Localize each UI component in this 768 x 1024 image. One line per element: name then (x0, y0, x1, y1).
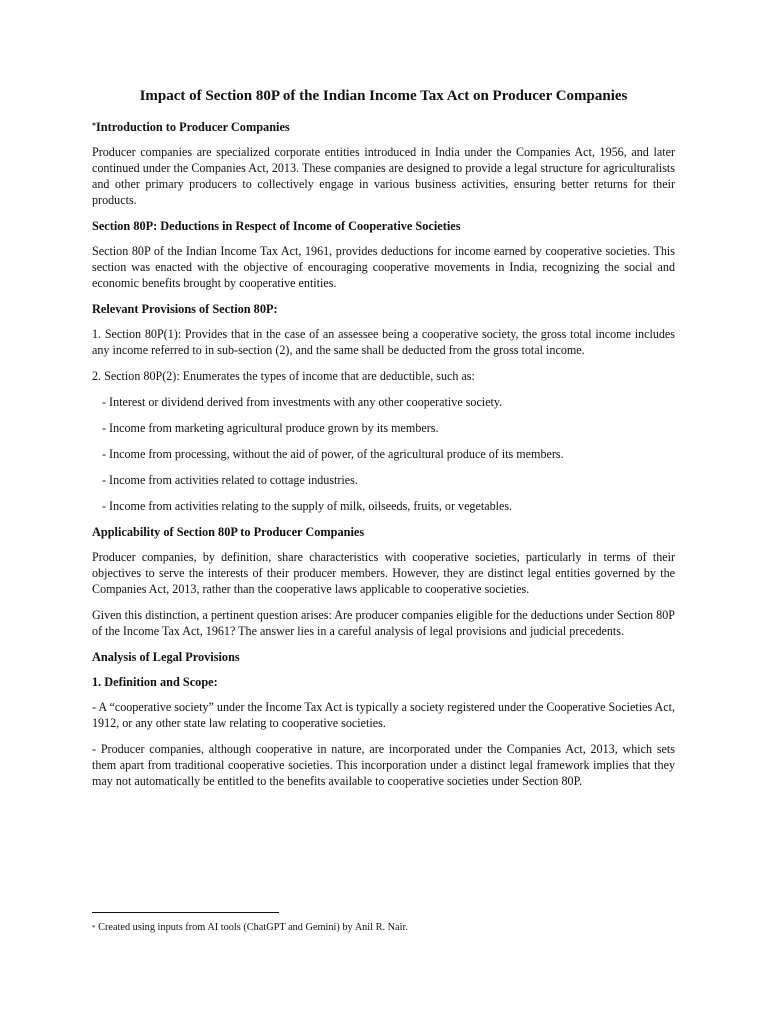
provisions-heading: Relevant Provisions of Section 80P: (92, 302, 278, 316)
footnote-text: Created using inputs from AI tools (ChatGPT and Gemini) by Anil R. Nair. (98, 922, 408, 933)
section80p-paragraph: Section 80P of the Indian Income Tax Act, 1961, provides deductions for income earned by cooperative societies. This section was enacted with the objective of encouraging cooperative movements in India, recognizing the social and economic benefits brought by cooperative entities. (92, 244, 675, 290)
footnote-marker: * (92, 121, 96, 130)
deductible-income-item: - Interest or dividend derived from investments with any other cooperative society. (102, 395, 503, 409)
footnote (92, 921, 408, 935)
intro-paragraph: Producer companies are specialized corporate entities introduced in India under the Companies Act, 1956, and later continued under the Companies Act, 2013. These companies are designed to provide a legal structure for agriculturalists and other primary producers to collectively engage in various business activities, ensuring better returns for their products. (92, 145, 675, 207)
section80p-heading: Section 80P: Deductions in Respect of Income of Cooperative Societies (92, 219, 461, 233)
analysis-paragraph-1: - A “cooperative society” under the Income Tax Act is typically a society registered under the Cooperative Societies Act, 1912, or any other state law relating to cooperative societies. (92, 700, 675, 730)
deductible-income-item: - Income from activities related to cottage industries. (102, 473, 358, 487)
applicability-heading: Applicability of Section 80P to Producer Companies (92, 525, 365, 539)
analysis-heading: Analysis of Legal Provisions (92, 650, 240, 664)
definition-scope-heading: 1. Definition and Scope: (92, 675, 218, 689)
page-title: Impact of Section 80P of the Indian Income Tax Act on Producer Companies (139, 88, 628, 104)
intro-heading-text: Introduction to Producer Companies (96, 120, 290, 134)
applicability-paragraph-2: Given this distinction, a pertinent question arises: Are producer companies eligible for the deductions under Section 80P of the Income Tax Act, 1961? The answer lies in a careful analysis of legal provisions and judicial precedents. (92, 608, 675, 638)
intro-heading (92, 119, 675, 135)
footnote-divider (92, 912, 279, 913)
applicability-paragraph-1: Producer companies, by definition, share characteristics with cooperative societies, particularly in terms of their objectives to serve the interests of their producer members. However, they are distinct legal entities governed by the Companies Act, 2013, rather than the cooperative laws applicable to cooperative societies. (92, 550, 675, 596)
footnote-symbol: * (92, 924, 96, 932)
deductible-income-item: - Income from activities relating to the supply of milk, oilseeds, fruits, or vegetables. (102, 499, 513, 513)
deductible-income-item: - Income from processing, without the aid of power, of the agricultural produce of its members. (102, 447, 564, 461)
provision-item-2: 2. Section 80P(2): Enumerates the types of income that are deductible, such as: (92, 369, 475, 383)
deductible-income-item: - Income from marketing agricultural produce grown by its members. (102, 421, 439, 435)
analysis-paragraph-2: - Producer companies, although cooperative in nature, are incorporated under the Companies Act, 2013, which sets them apart from traditional cooperative societies. This incorporation under a distinct legal framework implies that they may not automatically be entitled to the benefits available to cooperative societies under Section 80P. (92, 742, 675, 788)
document-page (92, 86, 675, 799)
provision-item-1: 1. Section 80P(1): Provides that in the case of an assessee being a cooperative society, the gross total income includes any income referred to in sub-section (2), and the same shall be deducted from the gross total income. (92, 327, 675, 357)
